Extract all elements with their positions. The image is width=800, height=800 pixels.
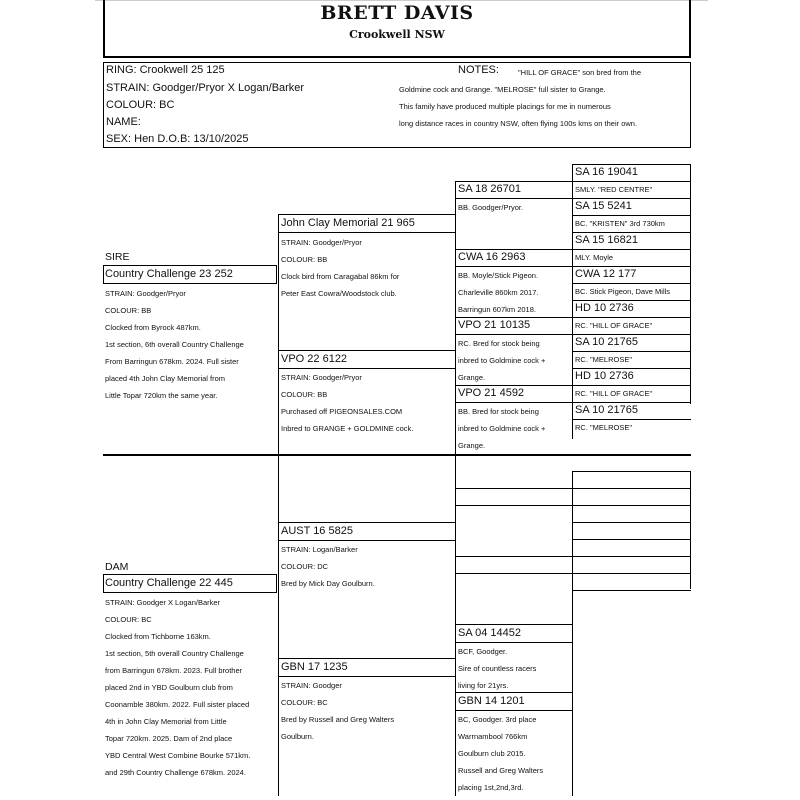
ggp-dds-detail: BCF, Goodger. bbox=[458, 647, 508, 656]
gggp-detail: MLY. Moyle bbox=[575, 253, 614, 262]
gp-ss-detail: Peter East Cowra/Woodstock club. bbox=[281, 289, 397, 298]
gp-dd-ring: GBN 17 1235 bbox=[281, 661, 348, 673]
note-line: This family have produced multiple placings for me in numerous bbox=[399, 102, 611, 111]
gggp-ring: SA 16 19041 bbox=[575, 166, 639, 178]
divider bbox=[278, 456, 279, 796]
divider bbox=[572, 471, 573, 796]
ggp-dds-ring: SA 04 14452 bbox=[458, 627, 522, 639]
divider bbox=[572, 556, 691, 557]
divider bbox=[572, 419, 691, 420]
divider bbox=[572, 351, 691, 352]
breeder-location: Crookwell NSW bbox=[349, 28, 445, 41]
ggp-sds-detail: inbred to Goldmine cock + bbox=[458, 356, 546, 365]
dam-detail: placed 2nd in YBD Goulburn club from bbox=[105, 683, 233, 692]
ggp-sds-detail: Grange. bbox=[458, 373, 486, 382]
divider bbox=[455, 334, 572, 335]
gggp-detail: BC. "KRISTEN" 3rd 730km bbox=[575, 219, 665, 228]
bird-name: NAME: bbox=[106, 116, 141, 128]
divider bbox=[455, 317, 572, 318]
bird-info-box bbox=[103, 62, 691, 148]
divider bbox=[455, 624, 572, 625]
gp-sd-detail: Purchased off PIGEONSALES.COM bbox=[281, 407, 403, 416]
sire-detail: placed 4th John Clay Memorial from bbox=[105, 374, 226, 383]
ggp-sdd-ring: VPO 21 4592 bbox=[458, 387, 525, 399]
divider bbox=[572, 471, 691, 472]
divider bbox=[455, 573, 572, 574]
divider bbox=[572, 402, 691, 403]
divider bbox=[278, 540, 455, 541]
gp-ss-detail: STRAIN: Goodger/Pryor bbox=[281, 238, 362, 247]
divider bbox=[572, 539, 691, 540]
divider bbox=[455, 266, 572, 267]
gp-ss-ring: John Clay Memorial 21 965 bbox=[281, 217, 415, 229]
divider bbox=[455, 249, 572, 250]
dam-ring: Country Challenge 22 445 bbox=[105, 577, 233, 589]
dam-ring-box bbox=[103, 574, 277, 593]
sire-label: SIRE bbox=[105, 251, 130, 263]
gggp-detail: RC. "HILL OF GRACE" bbox=[575, 389, 653, 398]
sire-detail: Clocked from Byrock 487km. bbox=[105, 323, 201, 332]
divider bbox=[572, 198, 691, 199]
divider bbox=[455, 710, 572, 711]
divider bbox=[278, 232, 455, 233]
gp-sd-detail: STRAIN: Goodger/Pryor bbox=[281, 373, 362, 382]
ggp-dds-detail: Sire of countless racers bbox=[458, 664, 537, 673]
gggp-ring: SA 10 21765 bbox=[575, 404, 639, 416]
divider bbox=[455, 181, 456, 455]
dam-detail: COLOUR: BC bbox=[105, 615, 152, 624]
ggp-ddd-detail: Warrnambool 766km bbox=[458, 732, 528, 741]
ggp-sdd-detail: Grange. bbox=[458, 441, 486, 450]
gp-ds-ring: AUST 16 5825 bbox=[281, 525, 353, 537]
sire-detail: From Barringun 678km. 2024. Full sister bbox=[105, 357, 239, 366]
divider bbox=[572, 249, 691, 250]
sire-detail: COLOUR: BB bbox=[105, 306, 152, 315]
gp-ds-detail: Bred by Mick Day Goulburn. bbox=[281, 579, 375, 588]
gggp-ring: SA 15 5241 bbox=[575, 200, 632, 212]
divider bbox=[572, 317, 691, 318]
gggp-detail: SMLY. "RED CENTRE" bbox=[575, 185, 653, 194]
ggp-sdd-detail: BB. Bred for stock being bbox=[458, 407, 539, 416]
gggp-detail: RC. "MELROSE" bbox=[575, 355, 633, 364]
sire-detail: 1st section, 6th overall Country Challenge bbox=[105, 340, 244, 349]
divider bbox=[572, 232, 691, 233]
ggp-sss-detail: BB. Goodger/Pryor. bbox=[458, 203, 524, 212]
dam-label: DAM bbox=[105, 561, 129, 573]
gggp-ring: HD 10 2736 bbox=[575, 370, 634, 382]
ggp-ddd-detail: Russell and Greg Walters bbox=[458, 766, 544, 775]
strain: STRAIN: Goodger/Pryor X Logan/Barker bbox=[106, 82, 305, 94]
divider bbox=[455, 488, 572, 489]
divider bbox=[572, 334, 691, 335]
dam-detail: from Barringun 678km. 2023. Full brother bbox=[105, 666, 243, 675]
gp-ss-detail: COLOUR: BB bbox=[281, 255, 328, 264]
ggp-ssd-detail: BB. Moyle/Stick Pigeon. bbox=[458, 271, 539, 280]
divider bbox=[572, 488, 691, 489]
divider bbox=[455, 181, 572, 182]
colour: COLOUR: BC bbox=[106, 99, 175, 111]
ggp-ddd-detail: placing 1st,2nd,3rd. bbox=[458, 783, 524, 792]
ggp-ddd-detail: Goulburn club 2015. bbox=[458, 749, 526, 758]
gp-dd-detail: Goulburn. bbox=[281, 732, 314, 741]
gggp-detail: BC. Stick Pigeon, Dave Mills bbox=[575, 287, 671, 296]
divider bbox=[572, 522, 691, 523]
divider bbox=[278, 676, 455, 677]
divider bbox=[455, 692, 572, 693]
divider bbox=[572, 590, 691, 591]
gp-ds-detail: COLOUR: DC bbox=[281, 562, 329, 571]
note-line: "HILL OF GRACE" son bred from the bbox=[518, 68, 642, 77]
divider bbox=[278, 658, 455, 659]
gp-sd-detail: COLOUR: BB bbox=[281, 390, 328, 399]
dam-detail: YBD Central West Combine Bourke 571km. bbox=[105, 751, 251, 760]
divider bbox=[278, 350, 455, 351]
note-line: Goldmine cock and Grange. "MELROSE" full sister to Grange. bbox=[399, 85, 606, 94]
note-line: long distance races in country NSW, often flying 100s kms on their own. bbox=[399, 119, 638, 128]
gp-sd-detail: Inbred to GRANGE + GOLDMINE cock. bbox=[281, 424, 414, 433]
dam-detail: Clocked from Tichborne 163km. bbox=[105, 632, 211, 641]
dam-detail: STRAIN: Goodger X Logan/Barker bbox=[105, 598, 221, 607]
divider bbox=[572, 266, 691, 267]
gggp-ring: SA 15 16821 bbox=[575, 234, 639, 246]
divider bbox=[572, 164, 573, 439]
divider bbox=[572, 283, 691, 284]
divider bbox=[455, 402, 572, 403]
divider bbox=[572, 215, 691, 216]
ggp-ssd-detail: Charleville 860km 2017. bbox=[458, 288, 539, 297]
dam-detail: Coonamble 380km. 2022. Full sister placed bbox=[105, 700, 250, 709]
gggp-detail: RC. "MELROSE" bbox=[575, 423, 633, 432]
ggp-ssd-ring: CWA 16 2963 bbox=[458, 251, 526, 263]
divider bbox=[455, 456, 456, 796]
sire-detail: STRAIN: Goodger/Pryor bbox=[105, 289, 186, 298]
divider bbox=[278, 522, 455, 523]
dam-detail: Topar 720km. 2025. Dam of 2nd place bbox=[105, 734, 233, 743]
divider bbox=[455, 505, 572, 506]
notes-label: NOTES: bbox=[458, 64, 499, 76]
divider bbox=[455, 642, 572, 643]
gggp-detail: RC. "HILL OF GRACE" bbox=[575, 321, 653, 330]
gp-ds-detail: STRAIN: Logan/Barker bbox=[281, 545, 358, 554]
divider bbox=[278, 368, 455, 369]
breeder-name: BRETT DAVIS bbox=[320, 2, 474, 24]
gggp-ring: SA 10 21765 bbox=[575, 336, 639, 348]
ggp-sss-ring: SA 18 26701 bbox=[458, 183, 522, 195]
gp-sd-ring: VPO 22 6122 bbox=[281, 353, 348, 365]
ggp-ddd-detail: BC, Goodger. 3rd place bbox=[458, 715, 537, 724]
divider bbox=[278, 214, 455, 215]
sire-detail: Little Topar 720km the same year. bbox=[105, 391, 218, 400]
sire-ring-box bbox=[103, 265, 277, 284]
dam-detail: 4th in John Clay Memorial from Little bbox=[105, 717, 227, 726]
divider bbox=[455, 198, 572, 199]
divider bbox=[455, 556, 572, 557]
ring-number: RING: Crookwell 25 125 bbox=[106, 64, 225, 76]
gggp-ring: CWA 12 177 bbox=[575, 268, 637, 280]
sire-ring: Country Challenge 23 252 bbox=[105, 268, 233, 280]
divider bbox=[572, 164, 691, 165]
dam-detail: 1st section, 5th overall Country Challenge bbox=[105, 649, 244, 658]
divider bbox=[572, 385, 691, 386]
divider bbox=[278, 214, 279, 455]
gp-ss-detail: Clock bird from Caragabal 86km for bbox=[281, 272, 400, 281]
divider bbox=[572, 181, 691, 182]
ggp-sds-ring: VPO 21 10135 bbox=[458, 319, 531, 331]
dam-detail: and 29th Country Challenge 678km. 2024. bbox=[105, 768, 246, 777]
divider bbox=[455, 385, 572, 386]
ggp-sds-detail: RC. Bred for stock being bbox=[458, 339, 540, 348]
header-box bbox=[103, 0, 691, 58]
ggp-ddd-ring: GBN 14 1201 bbox=[458, 695, 525, 707]
gp-dd-detail: STRAIN: Goodger bbox=[281, 681, 342, 690]
gp-dd-detail: COLOUR: BC bbox=[281, 698, 328, 707]
gggp-ring: HD 10 2736 bbox=[575, 302, 634, 314]
sex-dob: SEX: Hen D.O.B: 13/10/2025 bbox=[106, 133, 249, 145]
divider bbox=[572, 368, 691, 369]
ggp-sdd-detail: inbred to Goldmine cock + bbox=[458, 424, 546, 433]
gp-dd-detail: Bred by Russell and Greg Walters bbox=[281, 715, 395, 724]
ggp-ssd-detail: Barringun 607km 2018. bbox=[458, 305, 536, 314]
ggp-dds-detail: living for 21yrs. bbox=[458, 681, 509, 690]
divider bbox=[572, 300, 691, 301]
divider bbox=[572, 573, 691, 574]
divider bbox=[572, 505, 691, 506]
sire-dam-separator bbox=[103, 454, 691, 456]
